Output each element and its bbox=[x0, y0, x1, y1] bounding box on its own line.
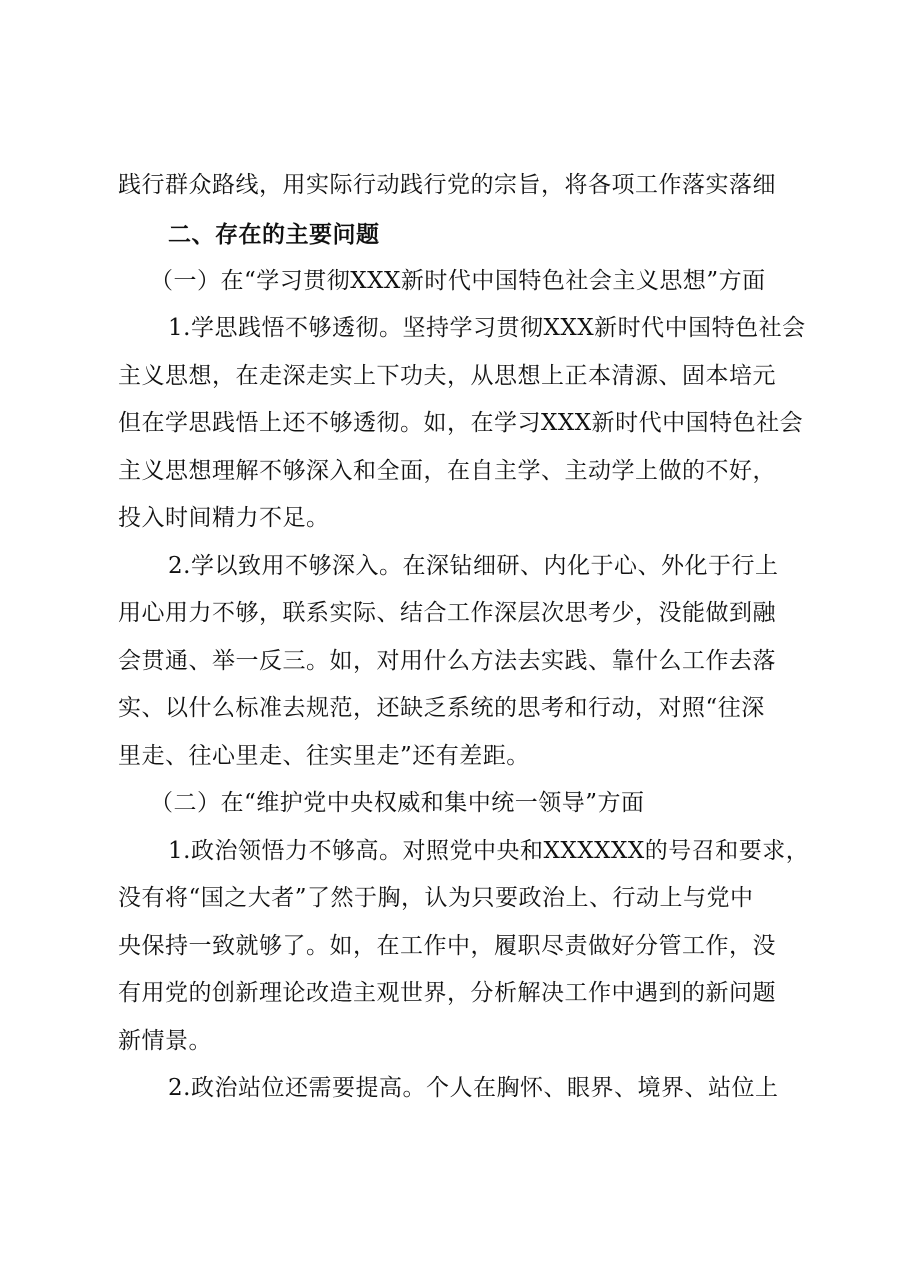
text-line: 2.政治站位还需要提高。个人在胸怀、眼界、境界、站位上 bbox=[168, 1075, 779, 1101]
text-line: 新情景。 bbox=[118, 1028, 212, 1054]
text-line: 央保持一致就够了。如，在工作中，履职尽责做好分管工作，没 bbox=[118, 933, 776, 959]
text-line: 有用党的创新理论改造主观世界，分析解决工作中遇到的新问题 bbox=[118, 980, 776, 1006]
section-heading: 二、存在的主要问题 bbox=[168, 222, 380, 248]
subsection-heading: （一）在“学习贯彻XXX新时代中国特色社会主义思想”方面 bbox=[150, 268, 766, 294]
text-line: 主义思想理解不够深入和全面，在自主学、主动学上做的不好， bbox=[118, 458, 776, 484]
text-line: 投入时间精力不足。 bbox=[118, 505, 330, 531]
text-line: 用心用力不够，联系实际、结合工作深层次思考少，没能做到融 bbox=[118, 600, 776, 626]
text-line: 实、以什么标准去规范，还缺乏系统的思考和行动，对照“往深 bbox=[118, 695, 765, 721]
text-line: 但在学思践悟上还不够透彻。如，在学习XXX新时代中国特色社会 bbox=[118, 410, 804, 436]
text-line: 没有将“国之大者”了然于胸，认为只要政治上、行动上与党中 bbox=[118, 885, 754, 911]
text-line: 里走、往心里走、往实里走”还有差距。 bbox=[118, 743, 530, 769]
text-line: 践行群众路线，用实际行动践行党的宗旨，将各项工作落实落细 bbox=[118, 172, 776, 198]
text-line: 1.政治领悟力不够高。对照党中央和XXXXXX的号召和要求， bbox=[168, 838, 810, 864]
text-line: 2.学以致用不够深入。在深钻细研、内化于心、外化于行上 bbox=[168, 553, 779, 579]
subsection-heading: （二）在“维护党中央权威和集中统一领导”方面 bbox=[150, 790, 645, 816]
text-line: 1.学思践悟不够透彻。坚持学习贯彻XXX新时代中国特色社会 bbox=[168, 315, 806, 341]
text-line: 主义思想，在走深走实上下功夫，从思想上正本清源、固本培元 bbox=[118, 363, 776, 389]
text-line: 会贯通、举一反三。如，对用什么方法去实践、靠什么工作去落 bbox=[118, 648, 776, 674]
